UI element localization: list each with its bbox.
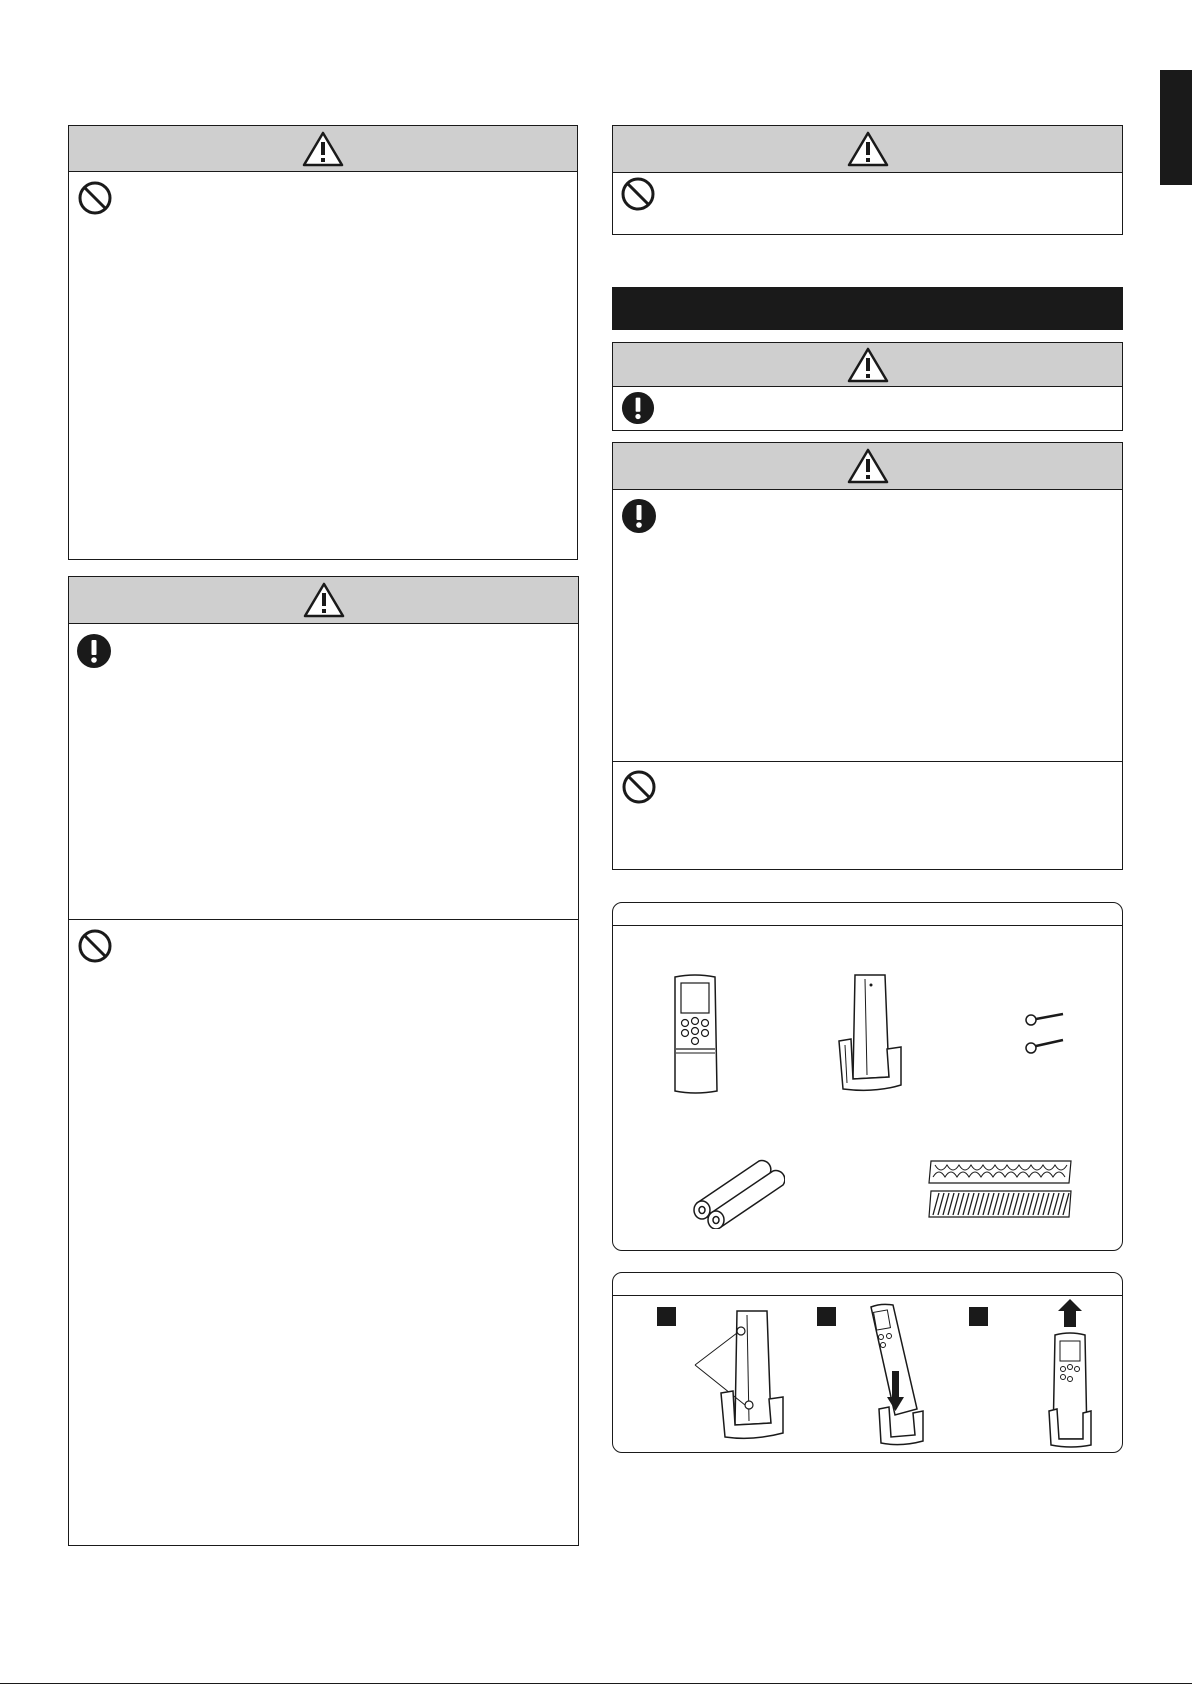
section-title-bar: [612, 287, 1123, 330]
caution-box-2: [612, 125, 1123, 235]
batteries-illustration: [689, 1153, 785, 1229]
warning-box-2-header: [613, 343, 1122, 387]
warning-box-1: [68, 125, 578, 560]
prohibited-icon: [77, 928, 113, 964]
remote-holder-illustration: [835, 971, 905, 1095]
caution-box-3-header: [613, 443, 1122, 490]
caution-box-2-header: [613, 126, 1122, 173]
step-1-marker: [657, 1307, 676, 1326]
caution-box-1: [68, 576, 579, 1546]
warning-triangle-icon: [303, 582, 345, 618]
language-tab: [1160, 70, 1192, 185]
step-1-holder-screws-illustration: [693, 1305, 793, 1445]
step-3-marker: [969, 1307, 988, 1326]
caution-box-3-divider: [613, 761, 1122, 762]
mandatory-action-icon: [76, 633, 112, 669]
caution-box-1-header: [69, 577, 578, 624]
step-3-remote-seated-illustration: [1045, 1299, 1095, 1449]
mounting-steps-box: [612, 1272, 1123, 1453]
step-2-marker: [817, 1307, 836, 1326]
prohibited-icon: [77, 180, 113, 216]
warning-triangle-icon: [302, 131, 344, 167]
fastener-strips-illustration: [925, 1157, 1075, 1221]
warning-triangle-icon: [847, 347, 889, 383]
page-footer-line: [0, 1683, 1192, 1684]
accessories-box-header-line: [613, 925, 1122, 926]
prohibited-icon: [621, 769, 657, 805]
warning-box-1-header: [69, 126, 577, 172]
mandatory-action-icon: [621, 498, 657, 534]
screws-illustration: [1023, 1008, 1073, 1058]
warning-triangle-icon: [847, 448, 889, 484]
caution-box-1-divider: [69, 919, 578, 920]
prohibited-icon: [620, 176, 656, 212]
step-2-insert-remote-illustration: [865, 1301, 925, 1446]
warning-triangle-icon: [847, 131, 889, 167]
warning-box-2: [612, 342, 1123, 431]
mandatory-action-icon: [621, 391, 655, 425]
accessories-box: [612, 902, 1123, 1251]
caution-box-3: [612, 442, 1123, 870]
mounting-steps-header-line: [613, 1295, 1122, 1296]
remote-controller-illustration: [669, 973, 721, 1097]
